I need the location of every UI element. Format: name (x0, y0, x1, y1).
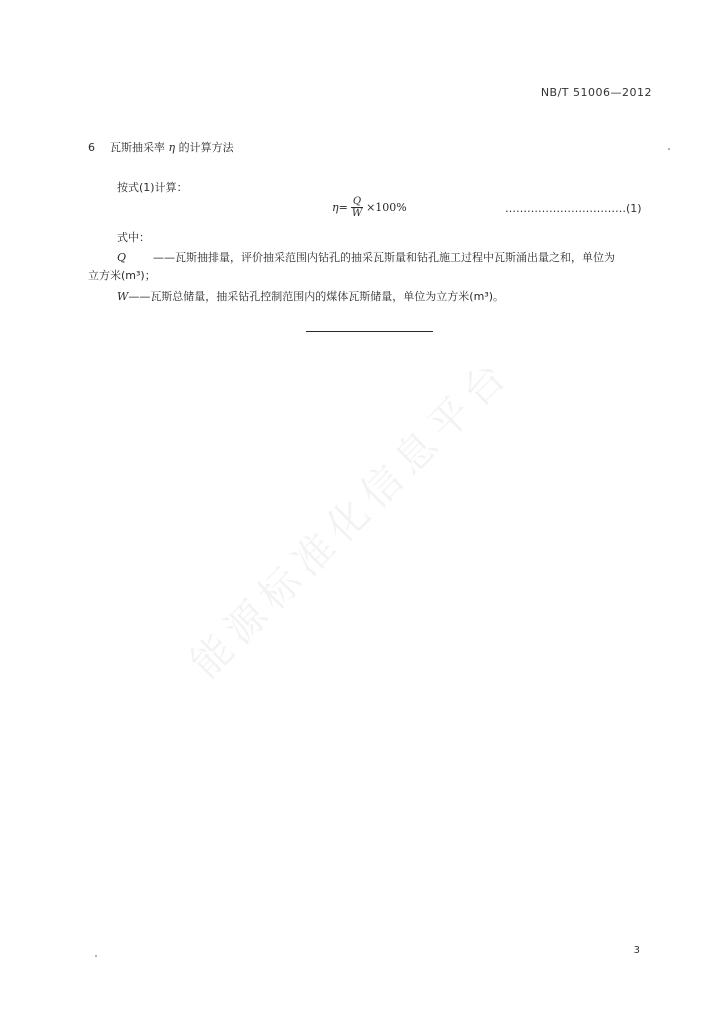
formula (332, 196, 407, 219)
formula-rhs: ×100% (366, 201, 407, 214)
definition-w-symbol: W (117, 290, 129, 303)
formula-lhs: η (332, 201, 339, 214)
section-title-prefix: 瓦斯抽采率 (110, 141, 165, 154)
section-title-suffix: 的计算方法 (178, 141, 234, 154)
definition-q (117, 248, 653, 267)
watermark-text: 能源标准化信息平台 (182, 349, 521, 688)
page-number: 3 (633, 945, 640, 956)
end-rule (306, 331, 433, 332)
definition-w-text: ——瓦斯总储量，抽采钻孔控制范围内的煤体瓦斯储量，单位为立方米(m³)。 (128, 290, 505, 303)
definition-q-text: ——瓦斯抽排量，评价抽采范围内钻孔的抽采瓦斯量和钻孔施工过程中瓦斯涌出量之和，单位为 (153, 251, 615, 264)
section-number: 6 (88, 141, 95, 154)
section-heading (88, 139, 234, 155)
where-label: 式中： (117, 231, 150, 244)
scan-speck (95, 955, 97, 957)
definition-q-continuation: 立方米(m³)； (88, 269, 156, 282)
section-title-symbol: η (168, 141, 176, 154)
scan-speck (668, 148, 670, 150)
definition-q-symbol: Q (117, 251, 127, 264)
formula-equals: = (338, 201, 348, 214)
definition-w (117, 288, 504, 304)
equation-number: ……………………………(1) (505, 202, 642, 215)
formula-fraction (350, 196, 364, 219)
intro-paragraph: 按式(1)计算： (117, 181, 188, 194)
formula-denominator: W (351, 208, 363, 219)
formula-numerator: Q (352, 196, 362, 207)
standard-code: NB/T 51006—2012 (540, 86, 652, 99)
